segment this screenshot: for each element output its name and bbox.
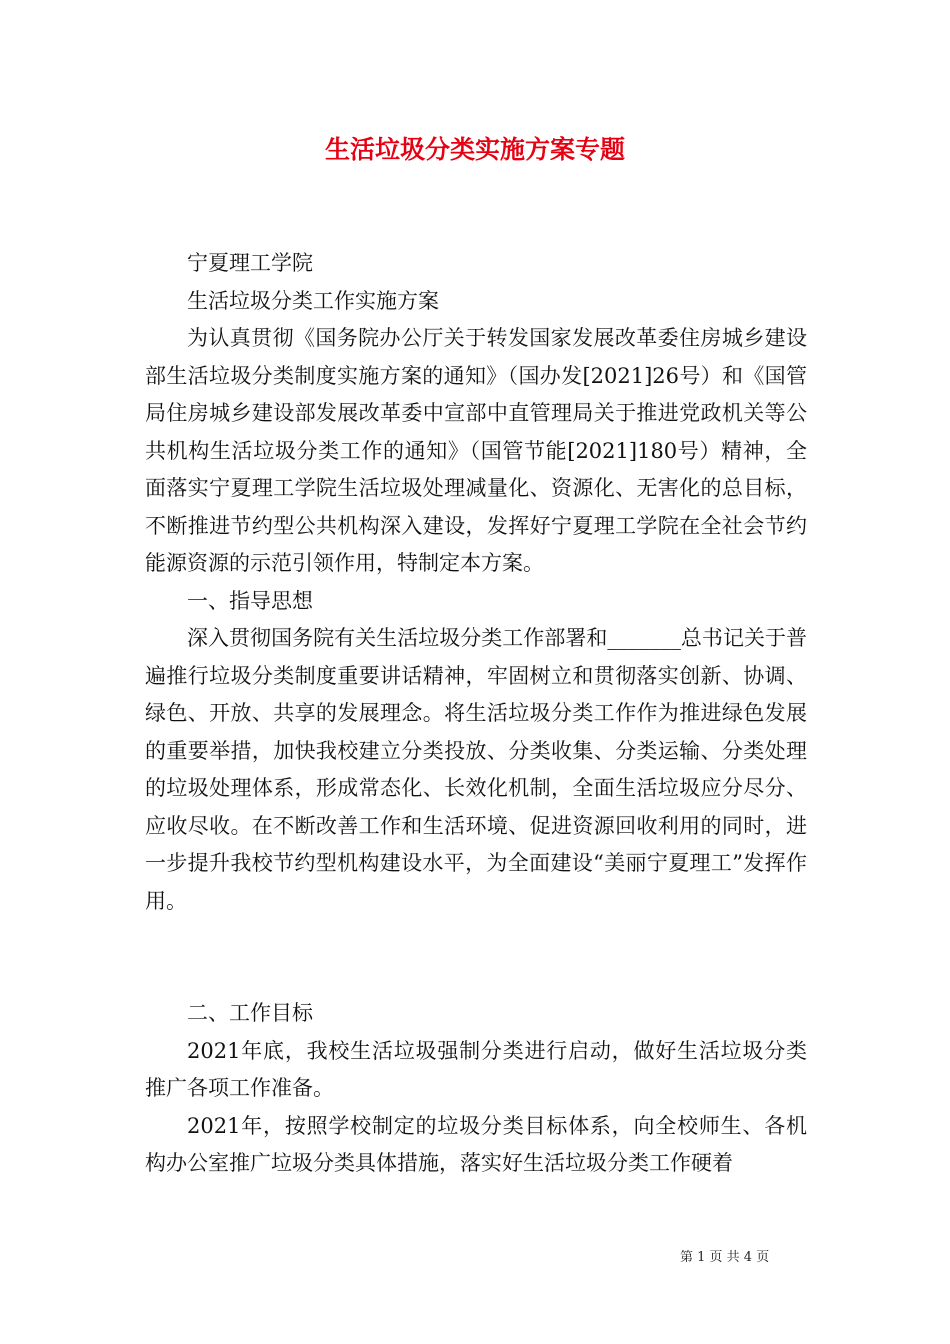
paragraph-institution: 宁夏理工学院: [187, 251, 313, 275]
paragraph-guiding-thought: 深入贯彻国务院有关生活垃圾分类工作部署和_______总书记关于普遍推行垃圾分类制度重要讲话精神，牢固树立和贯彻落实创新、协调、绿色、开放、共享的发展理念。将生活垃圾分类工作作为推进绿色发展的重要举措，加快我校建立分类投放、分类收集、分类运输、分类处理的垃圾处理体系，形成常态化、长效化机制，全面生活垃圾应分尽分、应收尽收。在不断改善工作和生活环境、促进资源回收利用的同时，进一步提升我校节约型机构建设水平，为全面建设“美丽宁夏理工”发挥作用。: [145, 626, 807, 913]
page-title: 生活垃圾分类实施方案专题: [324, 135, 625, 164]
heading-guiding-thought: 一、指导思想: [187, 588, 313, 613]
paragraph-goal-2021: 2021年，按照学校制定的垃圾分类目标体系，向全校师生、各机构办公室推广垃圾分类具体措施，落实好生活垃圾分类工作硬着: [145, 1113, 807, 1175]
document-body: [145, 245, 807, 1183]
heading-work-goals: 二、工作目标: [187, 1001, 313, 1025]
paragraph-intro: 为认真贯彻《国务院办公厅关于转发国家发展改革委住房城乡建设部生活垃圾分类制度实施方案的通知》（国办发[2021]26号）和《国管局住房城乡建设部发展改革委中宣部中直管理局关于推进党政机关等公共机构生活垃圾分类工作的通知》（国管节能[2021]180号）精神，全面落实宁夏理工学院生活垃圾处理减量化、资源化、无害化的总目标，不断推进节约型公共机构深入建设，发挥好宁夏理工学院在全社会节约能源资源的示范引领作用，特制定本方案。: [145, 326, 807, 575]
paragraph-plan-name: 生活垃圾分类工作实施方案: [187, 288, 439, 313]
paragraph-goal-2021-end: 2021年底，我校生活垃圾强制分类进行启动，做好生活垃圾分类推广各项工作准备。: [145, 1038, 807, 1100]
section-gap: [145, 920, 807, 995]
page-number-footer: 第 1 页 共 4 页: [680, 1250, 770, 1265]
